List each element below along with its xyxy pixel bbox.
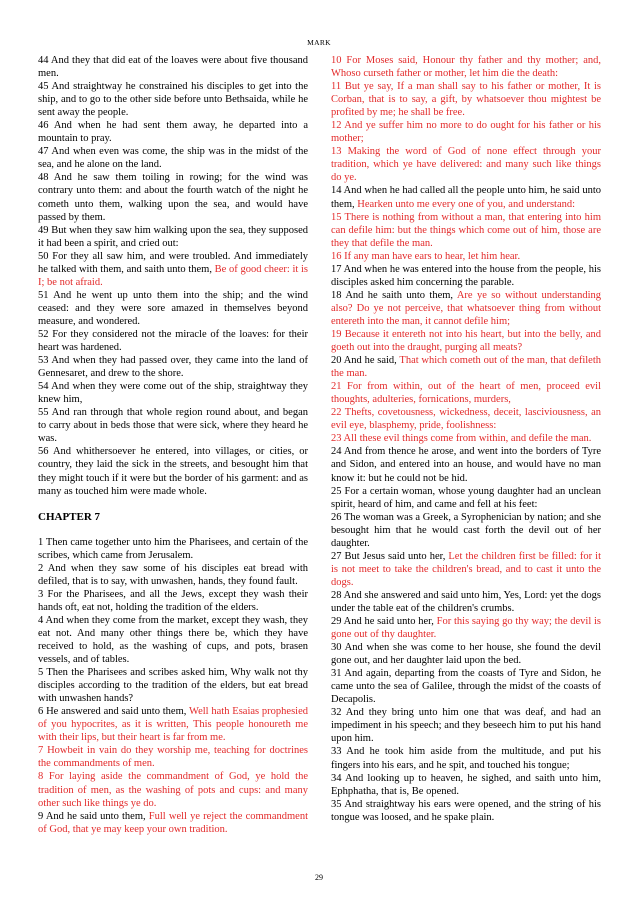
verse-text: 9 And he said unto them,	[38, 810, 149, 822]
verse	[38, 80, 308, 119]
verse	[38, 445, 308, 497]
verse	[38, 744, 308, 770]
verse	[331, 445, 601, 484]
verse-text: 27 But Jesus said unto her,	[331, 550, 449, 562]
verse	[331, 432, 601, 445]
verse	[331, 772, 601, 798]
verse-text: 18 And he saith unto them,	[331, 289, 457, 301]
verse	[38, 224, 308, 250]
verse-text-red: 15 There is nothing from without a man, that entering into him can defile him: but the things which come out of him, those are they that defile the man.	[331, 211, 601, 249]
verse-text: 33 And he took him aside from the multitude, and put his fingers into his ears, and he spit, and touched his tongue;	[331, 746, 601, 771]
verse-text: 44 And they that did eat of the loaves were about five thousand men.	[38, 55, 308, 80]
verse-text: 29 And he said unto her,	[331, 616, 437, 628]
verse	[38, 119, 308, 145]
verse-text: 51 And he went up unto them into the ship; and the wind ceased: and they were sore amazed in themselves beyond measure, and wondered.	[38, 289, 308, 327]
verse-text-red: 11 But ye say, If a man shall say to his father or mother, It is Corban, that is to say, a gift, by whatsoever thou mightest be profited by me; he shall be free.	[331, 81, 601, 119]
verse-list	[331, 54, 601, 824]
verse-list	[38, 536, 308, 836]
verse-text-red: Hearken unto me every one of you, and understand:	[357, 198, 576, 210]
verse	[331, 406, 601, 432]
verse	[38, 810, 308, 836]
verse-text: 30 And when she was come to her house, she found the devil gone out, and her daughter laid upon the bed.	[331, 642, 601, 667]
verse-list	[38, 54, 308, 498]
verse-text-red: For this saying go thy way; the devil is gone out of thy daughter.	[331, 616, 602, 641]
verse	[331, 184, 601, 210]
verse-text-red: 8 For laying aside the commandment of God, ye hold the tradition of men, as the washing of pots and cups: and many other such like things ye do.	[38, 771, 308, 809]
verse-text: 28 And she answered and said unto him, Yes, Lord: yet the dogs under the table eat of the children's crumbs.	[331, 589, 601, 614]
verse-text: 3 For the Pharisees, and all the Jews, except they wash their hands oft, eat not, holding the tradition of the elders.	[38, 588, 308, 613]
verse	[38, 145, 308, 171]
verse	[38, 380, 308, 406]
verse	[331, 641, 601, 667]
verse-text-red: 13 Making the word of God of none effect through your tradition, which ye have delivered: and many such like things do ye.	[331, 146, 601, 184]
verse-text: 56 And whithersoever he entered, into villages, or cities, or country, they laid the sick in the streets, and besought him that they might touch if it were but the border of his garment: and as many as touched him were made whole.	[38, 446, 308, 497]
verse-text: 4 And when they come from the market, except they wash, they eat not. And many other things there be, which they have received to hold, as the washing of cups, and pots, brasen vessels, and of tables.	[38, 614, 308, 666]
verse-text: 49 But when they saw him walking upon the sea, they supposed it had been a spirit, and cried out:	[38, 224, 308, 249]
verse-text-red: That which cometh out of the man, that defileth the man.	[331, 355, 601, 380]
verse-text: 45 And straightway he constrained his disciples to get into the ship, and to go to the other side before unto Bethsaida, while he sent away the people.	[38, 81, 308, 119]
verse	[38, 328, 308, 354]
verse-text-red: 10 For Moses said, Honour thy father and thy mother; and, Whoso curseth father or mother, let him die the death:	[331, 55, 601, 80]
verse-text: 50 For they all saw him, and were troubled. And immediately he talked with them, and saith unto them,	[38, 250, 308, 275]
verse-text: 53 And when they had passed over, they came into the land of Gennesaret, and drew to the shore.	[38, 355, 308, 380]
verse	[331, 706, 601, 745]
verse	[38, 770, 308, 809]
verse	[331, 211, 601, 250]
verse	[331, 119, 601, 145]
verse-text: 47 And when even was come, the ship was in the midst of the sea, and he alone on the land.	[38, 146, 308, 171]
verse-text-red: 12 And ye suffer him no more to do ought for his father or his mother;	[331, 120, 601, 145]
verse-text-red: Let the children first be filled: for it is not meet to take the children's bread, and to cast it unto the dogs.	[331, 550, 601, 588]
verse-text: 46 And when he had sent them away, he departed into a mountain to pray.	[38, 120, 308, 145]
verse-text-red: 21 For from within, out of the heart of men, proceed evil thoughts, adulteries, fornications, murders,	[331, 381, 601, 406]
verse	[331, 511, 601, 550]
verse	[38, 562, 308, 588]
verse-text-red: Are ye so without understanding also? Do ye not perceive, that whatsoever thing from without entereth into the man, it cannot defile him;	[331, 289, 601, 327]
verse	[38, 354, 308, 380]
verse	[331, 745, 601, 771]
verse-text: 55 And ran through that whole region round about, and began to carry about in beds those that were sick, where they heard he was.	[38, 407, 308, 445]
verse-text-red: 23 All these evil things come from within, and defile the man.	[331, 433, 592, 445]
verse-text-red: 22 Thefts, covetousness, wickedness, deceit, lasciviousness, an evil eye, blasphemy, pride, foolishness:	[331, 407, 601, 432]
verse	[38, 250, 308, 289]
verse	[331, 354, 601, 380]
verse	[331, 328, 601, 354]
verse	[38, 171, 308, 223]
verse-text-red: 7 Howbeit in vain do they worship me, teaching for doctrines the commandments of men.	[38, 745, 308, 770]
verse-text: 24 And from thence he arose, and went into the borders of Tyre and Sidon, and entered into an house, and would have no man know it: but he could not be hid.	[331, 446, 601, 484]
verse-text: 2 And when they saw some of his disciples eat bread with defiled, that is to say, with unwashen, hands, they found fault.	[38, 562, 308, 587]
verse-text: 20 And he said,	[331, 355, 400, 367]
verse	[331, 485, 601, 511]
left-column	[38, 54, 308, 836]
verse	[331, 145, 601, 184]
verse-text: 52 For they considered not the miracle of the loaves: for their heart was hardened.	[38, 328, 308, 354]
verse	[331, 550, 601, 589]
verse	[331, 289, 601, 328]
verse-text: 17 And when he was entered into the house from the people, his disciples asked him concerning the parable.	[331, 263, 601, 288]
verse-text: 34 And looking up to heaven, he sighed, and saith unto him, Ephphatha, that is, Be opened.	[331, 772, 601, 797]
verse	[38, 289, 308, 328]
verse-text: 35 And straightway his ears were opened, and the string of his tongue was loosed, and he spake plain.	[331, 798, 601, 823]
verse	[331, 667, 601, 706]
verse	[38, 666, 308, 705]
verse-text-red: Be of good cheer: it is I; be not afraid.	[38, 263, 308, 288]
verse-text-red: 19 Because it entereth not into his heart, but into the belly, and goeth out into the draught, purging all meats?	[331, 328, 601, 354]
verse	[38, 705, 308, 744]
running-header: MARK	[307, 38, 331, 47]
verse	[331, 80, 601, 119]
verse	[38, 406, 308, 445]
verse-text: 54 And when they were come out of the ship, straightway they knew him,	[38, 381, 308, 406]
verse-text-red: Full well ye reject the commandment of God, that ye may keep your own tradition.	[38, 810, 308, 835]
verse	[331, 798, 601, 824]
verse-text: 32 And they bring unto him one that was deaf, and had an impediment in his speech; and they beseech him to put his hand upon him.	[331, 707, 601, 745]
verse-text: 14 And when he had called all the people unto him, he said unto them,	[331, 185, 601, 210]
chapter-heading: CHAPTER 7	[38, 510, 101, 523]
verse-text: 25 For a certain woman, whose young daughter had an unclean spirit, heard of him, and came and fell at his feet:	[331, 485, 601, 510]
verse-text-red: 16 If any man have ears to hear, let him hear.	[331, 250, 521, 262]
verse	[331, 54, 601, 80]
verse-text: 31 And again, departing from the coasts of Tyre and Sidon, he came unto the sea of Galilee, through the midst of the coasts of Decapolis.	[331, 668, 601, 706]
verse-text: 26 The woman was a Greek, a Syrophenician by nation; and she besought him that he would cast forth the devil out of her daughter.	[331, 511, 601, 549]
verse-text: 5 Then the Pharisees and scribes asked him, Why walk not thy disciples according to the tradition of the elders, but eat bread with unwashen hands?	[38, 667, 308, 705]
verse-text-red: Well hath Esaias prophesied of you hypocrites, as it is written, This people honoureth me with their lips, but their heart is far from me.	[38, 706, 308, 744]
verse	[331, 250, 601, 263]
right-column	[331, 54, 601, 824]
verse-text: 6 He answered and said unto them,	[38, 706, 190, 718]
verse	[38, 588, 308, 614]
verse	[38, 536, 308, 562]
verse	[331, 615, 601, 641]
verse-text: 48 And he saw them toiling in rowing; for the wind was contrary unto them: and about the fourth watch of the night he cometh unto them, walking upon the sea, and would have passed by them.	[38, 172, 308, 223]
verse	[38, 54, 308, 80]
verse	[331, 589, 601, 615]
verse-text: 1 Then came together unto him the Pharisees, and certain of the scribes, which came from Jerusalem.	[38, 536, 308, 561]
verse	[331, 380, 601, 406]
page-number: 29	[315, 873, 323, 882]
verse	[331, 263, 601, 289]
verse	[38, 614, 308, 666]
